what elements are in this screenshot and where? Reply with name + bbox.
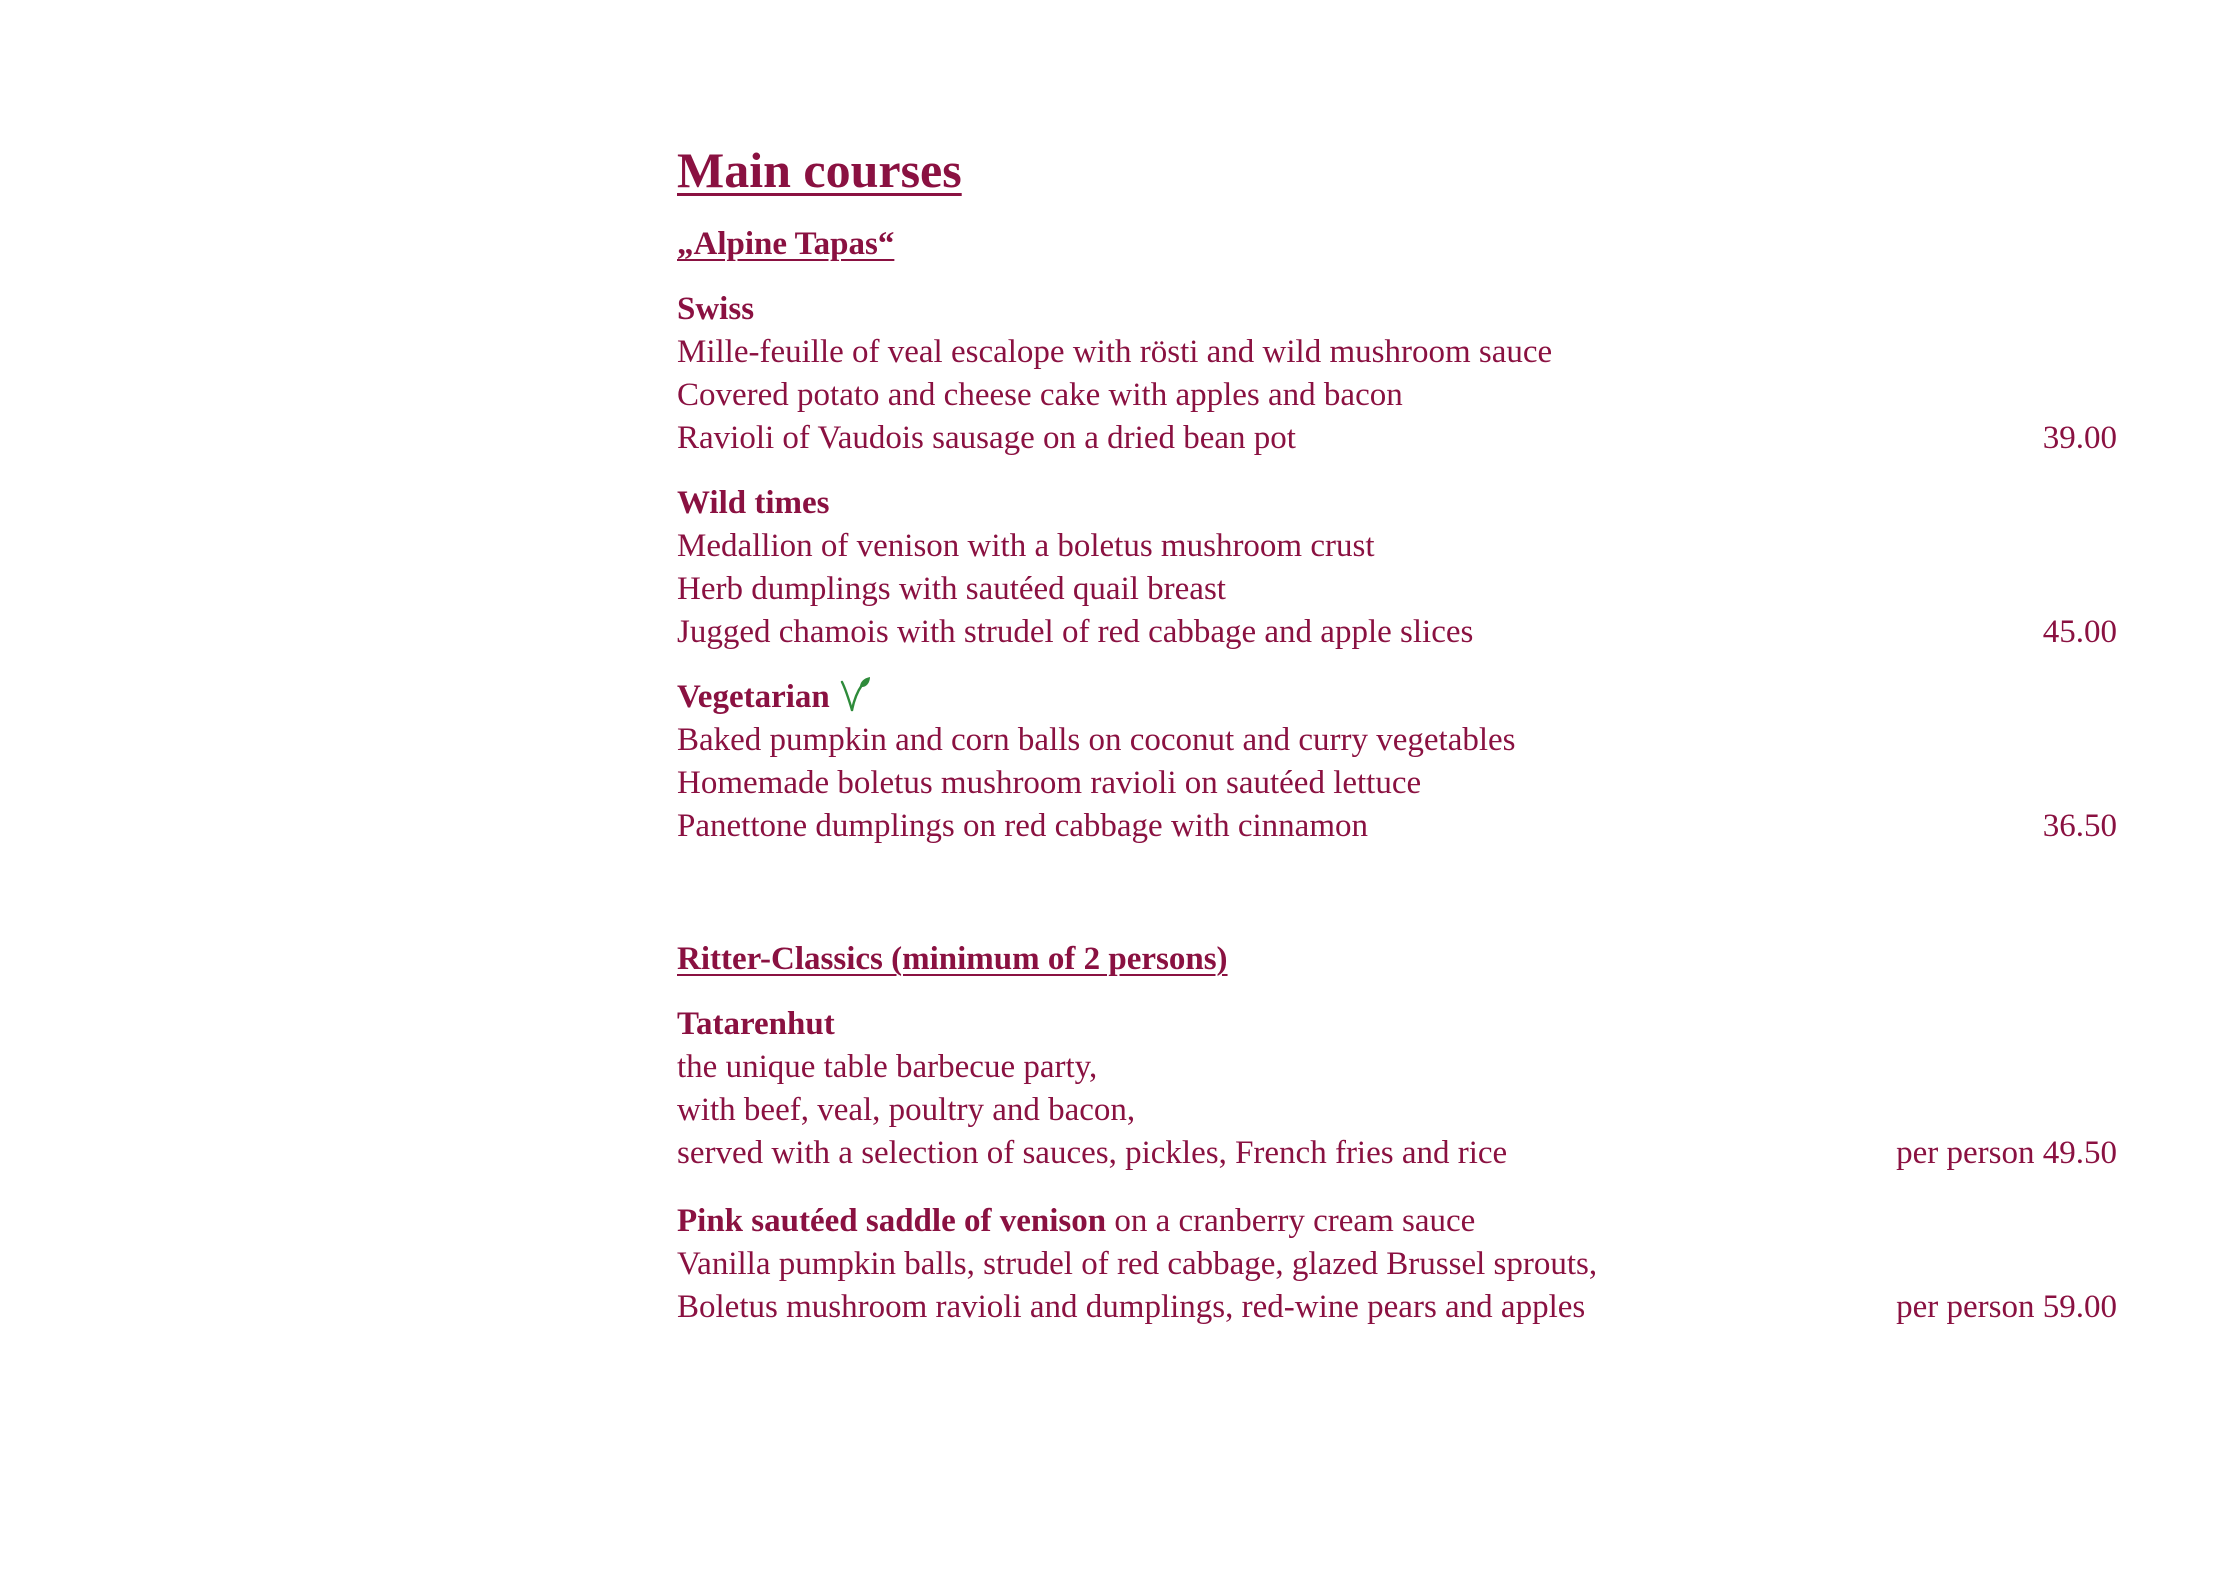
price: per person 49.50 <box>1896 1135 2117 1171</box>
menu-line <box>677 1286 2117 1329</box>
price: per person 59.00 <box>1896 1289 2117 1325</box>
dish-description: Jugged chamois with strudel of red cabbage and apple slices <box>677 614 1474 650</box>
menu-line <box>677 762 2117 805</box>
group-title: Tatarenhut <box>677 1006 835 1042</box>
dish-heading <box>677 1200 1475 1243</box>
dish-description: Medallion of venison with a boletus mushroom crust <box>677 528 1375 564</box>
dish-description: Panettone dumplings on red cabbage with cinnamon <box>677 808 1369 844</box>
section-title-alpine-tapas: „Alpine Tapas“ <box>677 226 895 262</box>
group-title: Swiss <box>677 291 755 327</box>
dish-description: Ravioli of Vaudois sausage on a dried bean pot <box>677 420 1296 456</box>
menu-line <box>677 417 2117 460</box>
menu-line <box>677 568 2117 611</box>
dish-description: Covered potato and cheese cake with apples and bacon <box>677 377 1403 413</box>
dish-description: Homemade boletus mushroom ravioli on sautéed lettuce <box>677 765 1422 801</box>
group-title-suffix: on a cranberry cream sauce <box>1106 1203 1476 1239</box>
menu-line <box>677 331 2117 374</box>
dish-description: Baked pumpkin and corn balls on coconut and curry vegetables <box>677 722 1516 758</box>
dish-description: with beef, veal, poultry and bacon, <box>677 1092 1136 1128</box>
price: 45.00 <box>2042 614 2117 650</box>
menu-line <box>677 1132 2117 1175</box>
menu-line <box>677 374 2117 417</box>
menu-line <box>677 611 2117 654</box>
page-title: Main courses <box>677 142 962 198</box>
dish-description: Mille-feuille of veal escalope with rösti and wild mushroom sauce <box>677 334 1553 370</box>
group-title-row <box>677 676 2117 719</box>
section-title-ritter-classics: Ritter-Classics (minimum of 2 persons) <box>677 941 1228 977</box>
menu-page <box>677 138 2117 1538</box>
dish-description: the unique table barbecue party, <box>677 1049 1098 1085</box>
dish-description: served with a selection of sauces, pickles, French fries and rice <box>677 1135 1508 1171</box>
menu-line-lead <box>677 1200 2117 1243</box>
group-title: Vegetarian <box>677 679 830 715</box>
menu-line <box>677 525 2117 568</box>
dish-description: Boletus mushroom ravioli and dumplings, red-wine pears and apples <box>677 1289 1586 1325</box>
vegetarian-leaf-icon <box>838 676 872 714</box>
menu-group-saddle-of-venison <box>677 1200 2117 1329</box>
menu-line <box>677 1089 2117 1132</box>
menu-line <box>677 719 2117 762</box>
dish-description: Herb dumplings with sautéed quail breast <box>677 571 1226 607</box>
price: 36.50 <box>2042 808 2117 844</box>
menu-group-tatarenhut <box>677 1003 2117 1175</box>
group-title: Pink sautéed saddle of venison <box>677 1203 1107 1239</box>
menu-group-swiss <box>677 288 2117 460</box>
menu-group-wild-times <box>677 482 2117 654</box>
menu-line <box>677 805 2117 848</box>
menu-line <box>677 1046 2117 1089</box>
dish-description: Vanilla pumpkin balls, strudel of red cabbage, glazed Brussel sprouts, <box>677 1246 1598 1282</box>
menu-group-vegetarian <box>677 676 2117 848</box>
group-title: Wild times <box>677 485 830 521</box>
menu-line <box>677 1243 2117 1286</box>
price: 39.00 <box>2042 420 2117 456</box>
